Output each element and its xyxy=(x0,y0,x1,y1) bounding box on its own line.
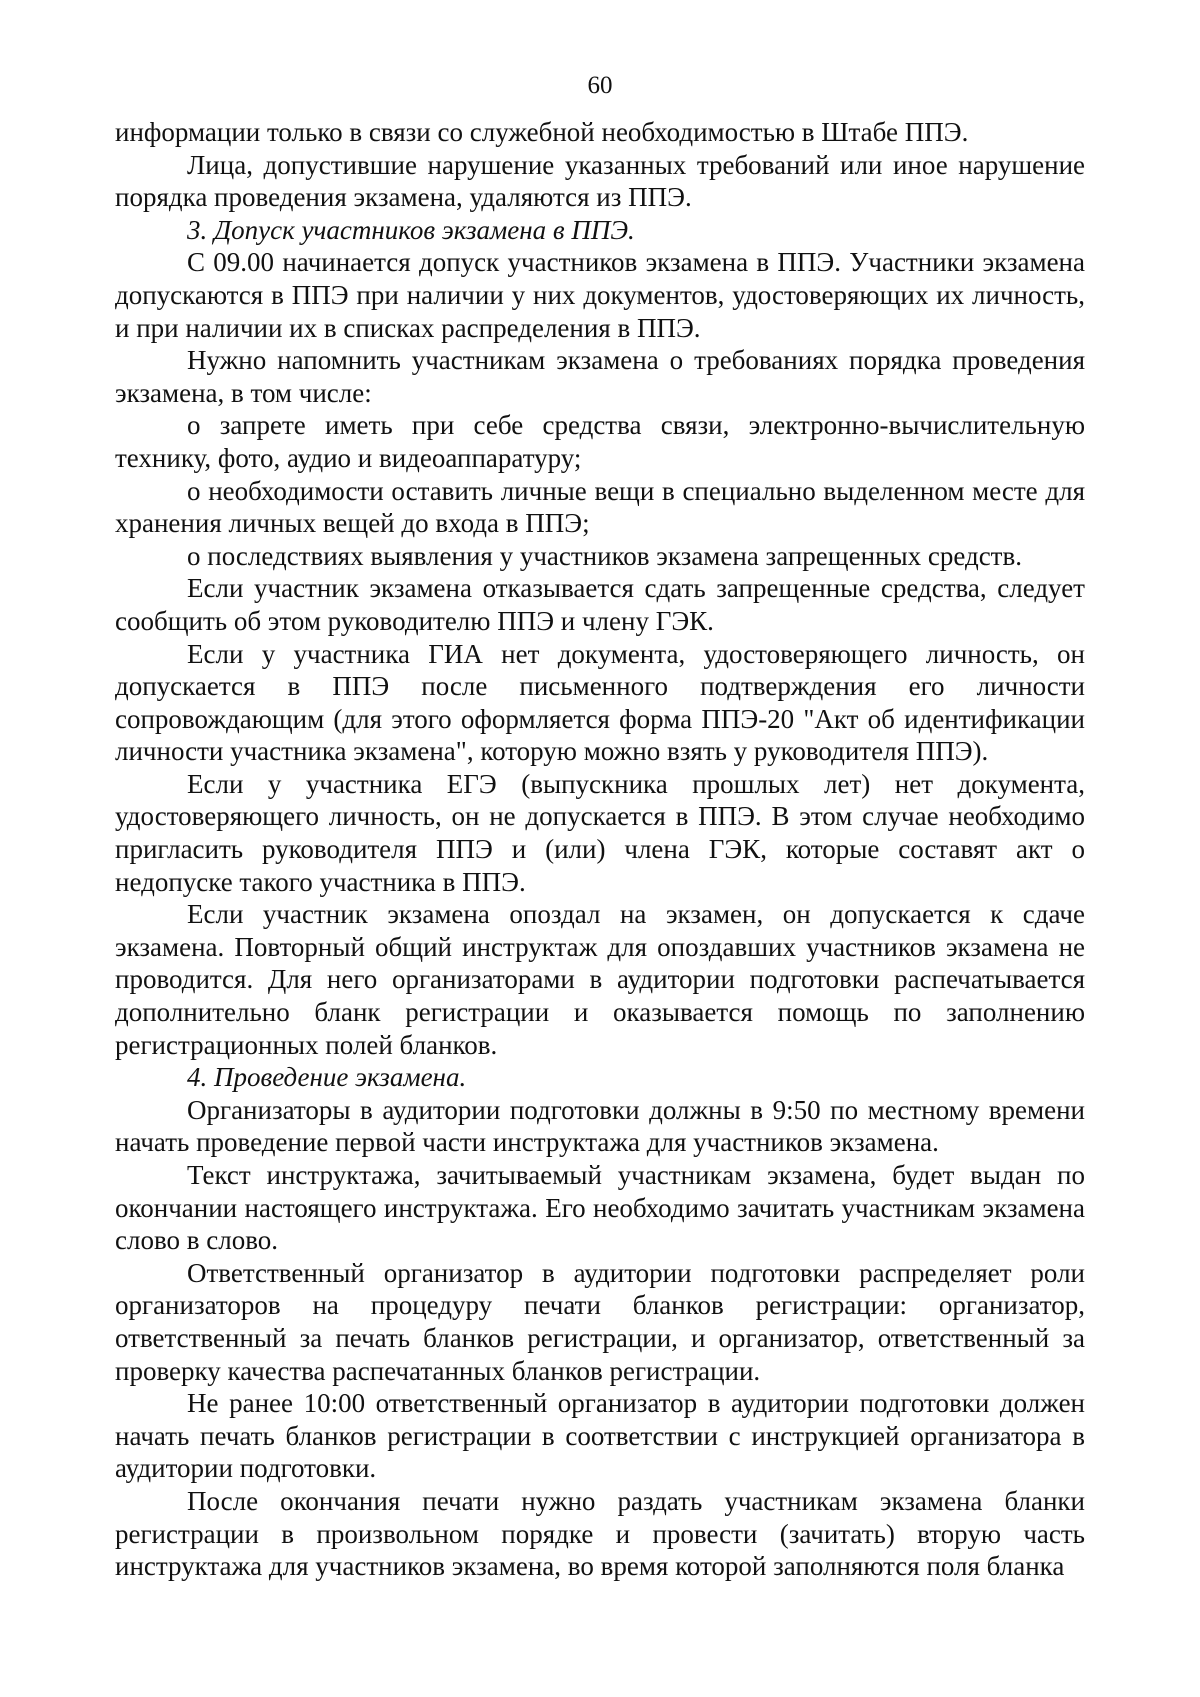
paragraph-prohibited-devices: о запрете иметь при себе средства связи, электронно-вычислительную технику, фото, аудио и видеоаппаратуру; xyxy=(115,410,1085,473)
paragraph-remind-requirements: Нужно напомнить участникам экзамена о требованиях порядка проведения экзамена, в том числе: xyxy=(115,345,1085,408)
paragraph-role-distribution: Ответственный организатор в аудитории подготовки распределяет роли организаторов на процедуру печати бланков регистрации: организатор, ответственный за печать бланков регистрации, и организатор, ответственный за проверку качества распечатанных бланков регистрации. xyxy=(115,1257,1085,1386)
paragraph-no-document-gia: Если у участника ГИА нет документа, удостоверяющего личность, он допускается в ППЭ после письменного подтверждения его личности сопровождающим (для этого оформляется форма ППЭ-20 "Акт об идентификации личности участника экзамена", которую можно взять у руководителя ППЭ). xyxy=(115,638,1085,767)
paragraph-continuation: информации только в связи со служебной необходимостью в Штабе ППЭ. xyxy=(115,117,969,147)
paragraph-personal-belongings: о необходимости оставить личные вещи в специально выделенном месте для хранения личных вещей до входа в ППЭ; xyxy=(115,475,1085,539)
section-heading-admission: 3. Допуск участников экзамена в ППЭ. xyxy=(187,214,635,245)
page-number: 60 xyxy=(587,72,613,99)
paragraph-distribution: После окончания печати нужно раздать участникам экзамена бланки регистрации в произвольном порядке и провести (зачитать) вторую часть инструктажа для участников экзамена, во время которой заполняются поля бланка xyxy=(115,1485,1085,1582)
paragraph-late-participant: Если участник экзамена опоздал на экзамен, он допускается к сдаче экзамена. Повторный общий инструктаж для опоздавших участников экзамена не проводится. Для него организаторами в аудитории подготовки распечатывается дополнительно бланк регистрации и оказывается помощь по заполнению регистрационных полей бланков. xyxy=(115,899,1085,1060)
section-heading-conduct: 4. Проведение экзамена. xyxy=(187,1062,467,1093)
paragraph-no-document-ege: Если у участника ЕГЭ (выпускника прошлых лет) нет документа, удостоверяющего личность, он не допускается в ППЭ. В этом случае необходимо пригласить руководителя ППЭ и (или) члена ГЭК, которые составят акт о недопуске такого участника в ППЭ. xyxy=(115,768,1085,897)
paragraph-instruction-text: Текст инструктажа, зачитываемый участникам экзамена, будет выдан по окончании настоящего инструктажа. Его необходимо зачитать участникам экзамена слово в слово. xyxy=(115,1160,1085,1256)
paragraph-consequences: о последствиях выявления у участников экзамена запрещенных средств. xyxy=(187,540,1022,571)
document-body xyxy=(115,116,1085,1583)
paragraph-instruction-start: Организаторы в аудитории подготовки должны в 9:50 по местному времени начать проведение первой части инструктажа для участников экзамена. xyxy=(115,1094,1085,1158)
paragraph-printing-start: Не ранее 10:00 ответственный организатор в аудитории подготовки должен начать печать бланков регистрации в соответствии с инструкцией организатора в аудитории подготовки. xyxy=(115,1388,1085,1484)
paragraph-refusal: Если участник экзамена отказывается сдать запрещенные средства, следует сообщить об этом руководителю ППЭ и члену ГЭК. xyxy=(115,573,1085,636)
paragraph-violations: Лица, допустившие нарушение указанных требований или иное нарушение порядка проведения экзамена, удаляются из ППЭ. xyxy=(115,149,1085,213)
paragraph-admission-start: С 09.00 начинается допуск участников экзамена в ППЭ. Участники экзамена допускаются в ППЭ при наличии у них документов, удостоверяющих их личность, и при наличии их в списках распределения в ППЭ. xyxy=(115,247,1085,343)
